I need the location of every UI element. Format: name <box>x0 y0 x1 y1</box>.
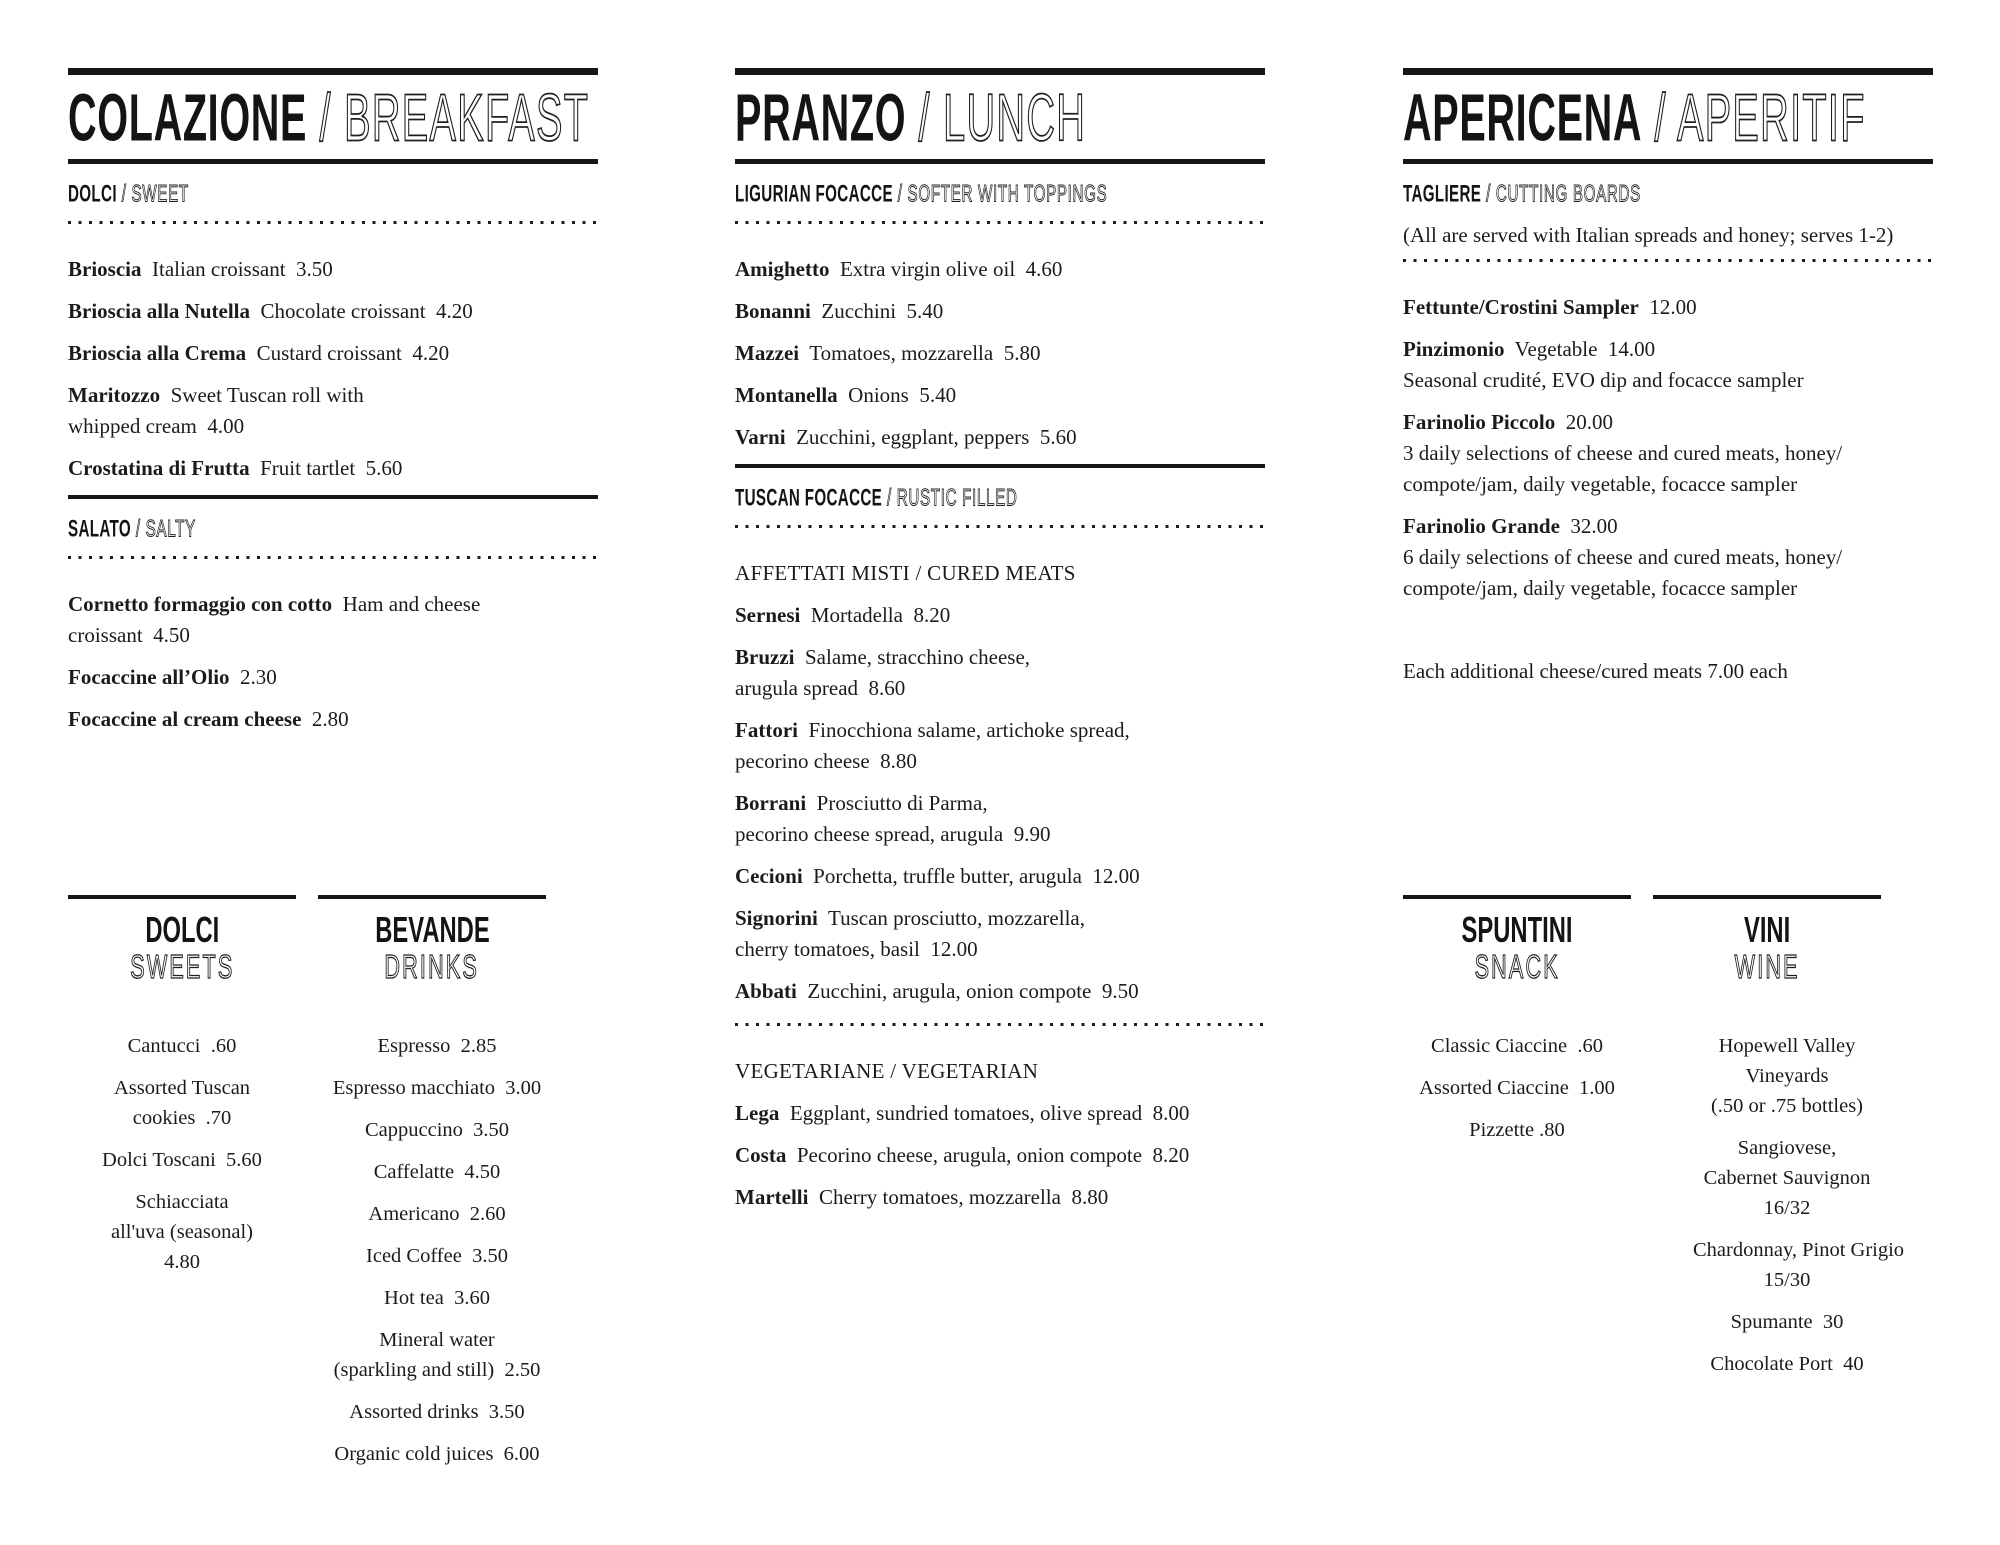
menu-item <box>735 1182 1265 1213</box>
column-title-italian: COLAZIONE <box>68 79 308 155</box>
mini-item-line: Caffelatte 4.50 <box>373 1161 501 1183</box>
item-line <box>735 715 1265 746</box>
mini-item-line: Hot tea 3.60 <box>384 1287 490 1309</box>
section-items <box>68 589 598 735</box>
mini-item-line: Espresso 2.85 <box>377 1035 497 1057</box>
item-line <box>68 704 598 735</box>
menu-item <box>68 254 598 285</box>
item-line <box>68 296 598 327</box>
item-name: Costa <box>735 1143 787 1167</box>
item-line <box>735 861 1265 892</box>
item-desc: 2.80 <box>301 707 349 731</box>
item-name: Brioscia alla Crema <box>68 341 247 365</box>
item-desc: Sweet Tuscan roll with <box>160 383 364 407</box>
item-line <box>735 600 1265 631</box>
mini-items <box>68 1031 296 1277</box>
item-desc: Vegetable 14.00 <box>1504 337 1656 361</box>
mini-subtitle-scale <box>385 949 480 986</box>
section-label <box>735 484 1265 516</box>
mini-item-line: all'uva (seasonal) <box>110 1221 253 1243</box>
item-name: Brioscia <box>68 257 142 281</box>
mini-subtitle-english: DRINKS <box>384 949 480 986</box>
item-desc: Salame, stracchino cheese, <box>794 645 1031 669</box>
item-desc: Porchetta, truffle butter, arugula 12.00 <box>802 864 1140 888</box>
item-line <box>735 422 1265 453</box>
section-label <box>68 180 598 212</box>
menu-item <box>735 254 1265 285</box>
item-name: Focaccine al cream cheese <box>68 707 302 731</box>
mini-top-rule <box>318 895 546 899</box>
item-name: Pinzimonio <box>1403 337 1505 361</box>
item-name: Brioscia alla Nutella <box>68 299 250 323</box>
item-line <box>735 642 1265 673</box>
mini-section-vini <box>1653 895 1905 1391</box>
section-label-english: / RUSTIC FILLED <box>882 483 1018 511</box>
column-top-rule <box>1403 68 1933 75</box>
mini-item-line: Classic Ciaccine .60 <box>1431 1035 1603 1057</box>
mini-title <box>1403 911 1631 951</box>
mini-subtitle-scale <box>1734 949 1799 986</box>
item-line <box>68 453 598 484</box>
mini-section-bevande <box>318 895 546 1481</box>
item-desc: Ham and cheese <box>332 592 481 616</box>
mini-title-italian: SPUNTINI <box>1461 909 1573 950</box>
mini-item <box>328 1283 546 1313</box>
item-desc: Zucchini, eggplant, peppers 5.60 <box>785 425 1077 449</box>
mini-item-line: Sangiovese, <box>1737 1137 1837 1159</box>
column-top-rule <box>68 68 598 75</box>
item-desc: Extra virgin olive oil 4.60 <box>829 257 1063 281</box>
mini-item-line: Dolci Toscani 5.60 <box>102 1149 262 1171</box>
item-desc: Cherry tomatoes, mozzarella 8.80 <box>808 1185 1109 1209</box>
section-label-english: / SOFTER WITH TOPPINGS <box>892 179 1108 207</box>
mini-items <box>328 1031 546 1469</box>
menu-item <box>68 380 598 442</box>
column-title-english: / BREAKFAST <box>307 79 590 155</box>
mini-item <box>68 1031 296 1061</box>
mini-item <box>68 1187 296 1277</box>
mini-item-line: Vineyards <box>1745 1065 1829 1087</box>
item-name: Varni <box>735 425 786 449</box>
item-name: Signorini <box>735 906 818 930</box>
mini-item-line: Assorted Ciaccine 1.00 <box>1419 1077 1615 1099</box>
item-name: Farinolio Grande <box>1403 514 1560 538</box>
item-name: Cecioni <box>735 864 803 888</box>
menu-item <box>735 861 1265 892</box>
item-name: Lega <box>735 1101 780 1125</box>
mini-item <box>1693 1133 1881 1223</box>
item-desc: Pecorino cheese, arugula, onion compote 8.20 <box>786 1143 1190 1167</box>
section-label-english: / SALTY <box>130 514 196 542</box>
mini-item-line: 4.80 <box>164 1251 200 1273</box>
mini-item-line: Assorted drinks 3.50 <box>349 1401 525 1423</box>
section-subheading: AFFETTATI MISTI / CURED MEATS <box>735 561 1076 585</box>
dotted-rule <box>735 525 1265 528</box>
item-name: Farinolio Piccolo <box>1403 410 1556 434</box>
item-desc: Prosciutto di Parma, <box>806 791 988 815</box>
section-items <box>1403 292 1933 687</box>
menu-item <box>1403 407 1933 500</box>
menu-item <box>735 788 1265 850</box>
item-desc: Mortadella 8.20 <box>800 603 951 627</box>
mini-item <box>68 1073 296 1133</box>
mini-item <box>328 1073 546 1103</box>
item-line <box>68 254 598 285</box>
column-title-underline <box>1403 159 1933 164</box>
mini-item <box>1693 1031 1881 1121</box>
mini-item <box>328 1325 546 1385</box>
mini-subtitle-scale <box>130 949 234 986</box>
mini-item-line: 16/32 <box>1763 1197 1811 1219</box>
mini-item <box>328 1397 546 1427</box>
section-label-text <box>68 514 196 542</box>
item-name: Fattori <box>735 718 798 742</box>
mini-item-line: Espresso macchiato 3.00 <box>332 1077 542 1099</box>
mini-item-line: Hopewell Valley <box>1718 1035 1856 1057</box>
item-line-2: cherry tomatoes, basil 12.00 <box>735 937 978 961</box>
item-desc: Zucchini, arugula, onion compote 9.50 <box>796 979 1139 1003</box>
item-line <box>68 662 598 693</box>
mini-subtitle <box>1653 951 1881 987</box>
item-desc: Tuscan prosciutto, mozzarella, <box>817 906 1085 930</box>
menu-item <box>1403 511 1933 604</box>
column-title-text <box>1403 78 1866 155</box>
mini-item-line: Cantucci .60 <box>127 1035 237 1057</box>
mini-item <box>328 1241 546 1271</box>
menu-item <box>735 422 1265 453</box>
column-title-underline <box>68 159 598 164</box>
item-line <box>1403 292 1933 323</box>
item-line <box>735 1182 1265 1213</box>
item-name: Sernesi <box>735 603 801 627</box>
column-title-italian: APERICENA <box>1403 79 1643 155</box>
mini-item-line: Schiacciata <box>135 1191 229 1213</box>
mini-item-line: Organic cold juices 6.00 <box>334 1443 540 1465</box>
mini-item-line: Mineral water <box>379 1329 495 1351</box>
mini-item-line: (sparkling and still) 2.50 <box>333 1359 541 1381</box>
column-title <box>735 75 1265 159</box>
item-name: Maritozzo <box>68 383 161 407</box>
menu-item <box>1403 292 1933 323</box>
dotted-divider <box>735 1023 1265 1026</box>
item-subline: Seasonal crudité, EVO dip and focacce sampler <box>1403 368 1804 392</box>
section-footnote: Each additional cheese/cured meats 7.00 each <box>1403 659 1788 683</box>
mini-item <box>1403 1115 1631 1145</box>
menu-item <box>735 976 1265 1007</box>
section-items <box>735 558 1265 1213</box>
item-desc: Finocchiona salame, artichoke spread, <box>797 718 1130 742</box>
mini-item <box>328 1199 546 1229</box>
mini-title <box>1653 911 1881 951</box>
section-label-italian: LIGURIAN FOCACCE <box>735 179 893 207</box>
section-label-english: / SWEET <box>116 179 189 207</box>
item-desc: Zucchini 5.40 <box>810 299 944 323</box>
item-subline: 6 daily selections of cheese and cured meats, honey/ <box>1403 545 1843 569</box>
mini-item-line: Spumante 30 <box>1730 1311 1844 1333</box>
column-title <box>1403 75 1933 159</box>
item-line <box>735 338 1265 369</box>
mini-item <box>328 1031 546 1061</box>
menu-item <box>735 903 1265 965</box>
mini-item-line: 15/30 <box>1763 1269 1811 1291</box>
menu-column-colazione <box>68 68 598 1465</box>
item-desc: Eggplant, sundried tomatoes, olive spread 8.00 <box>779 1101 1190 1125</box>
item-subline: compote/jam, daily vegetable, focacce sampler <box>1403 576 1798 600</box>
column-top-rule <box>735 68 1265 75</box>
menu-column-pranzo <box>735 68 1265 1224</box>
mini-item-line: cookies .70 <box>132 1107 232 1129</box>
menu-item <box>68 704 598 735</box>
mini-top-rule <box>1403 895 1631 899</box>
item-name: Mazzei <box>735 341 800 365</box>
section-note: (All are served with Italian spreads and honey; serves 1-2) <box>1403 223 1894 247</box>
item-line <box>735 296 1265 327</box>
menu-item <box>68 662 598 693</box>
mini-section-dolci <box>68 895 296 1289</box>
mini-subtitle-english: SWEETS <box>129 949 235 986</box>
column-title-text <box>68 78 589 155</box>
item-line <box>68 589 598 620</box>
section-label-italian: TUSCAN FOCACCE <box>735 483 883 511</box>
item-desc: 32.00 <box>1559 514 1618 538</box>
section-label-italian: DOLCI <box>68 179 117 207</box>
mini-top-rule <box>1653 895 1881 899</box>
item-line-2: croissant 4.50 <box>68 623 190 647</box>
menu-item <box>735 1098 1265 1129</box>
dotted-rule <box>68 221 598 224</box>
mini-subtitle-english: SNACK <box>1474 949 1560 986</box>
section-divider-rule <box>68 495 598 499</box>
item-line <box>735 788 1265 819</box>
item-line-2: arugula spread 8.60 <box>735 676 906 700</box>
mini-item-line: (.50 or .75 bottles) <box>1710 1095 1864 1117</box>
section-label-italian: SALATO <box>68 514 131 542</box>
mini-item <box>1693 1235 1905 1295</box>
item-name: Borrani <box>735 791 807 815</box>
section-label <box>735 180 1265 212</box>
item-name: Bonanni <box>735 299 811 323</box>
mini-title-italian: VINI <box>1743 909 1791 950</box>
mini-subtitle-english: WINE <box>1734 949 1800 986</box>
item-name: Fettunte/Crostini Sampler <box>1403 295 1639 319</box>
mini-item <box>1403 1073 1631 1103</box>
menu-item <box>68 296 598 327</box>
item-line-2: pecorino cheese 8.80 <box>735 749 917 773</box>
item-desc: 12.00 <box>1638 295 1697 319</box>
item-line <box>735 380 1265 411</box>
mini-title <box>318 911 546 951</box>
mini-item <box>1693 1349 1881 1379</box>
menu-item <box>735 338 1265 369</box>
item-line <box>735 903 1265 934</box>
item-desc: 20.00 <box>1555 410 1613 434</box>
item-desc: Custard croissant 4.20 <box>246 341 450 365</box>
item-line <box>68 338 598 369</box>
item-name: Amighetto <box>735 257 830 281</box>
mini-item-line: Iced Coffee 3.50 <box>366 1245 508 1267</box>
mini-item-line: Chardonnay, Pinot Grigio <box>1693 1239 1905 1261</box>
section-label-italian: TAGLIERE <box>1403 179 1482 207</box>
item-desc: Chocolate croissant 4.20 <box>250 299 473 323</box>
mini-title-italian: DOLCI <box>145 909 219 950</box>
menu-item <box>735 1140 1265 1171</box>
item-desc: Italian croissant 3.50 <box>141 257 333 281</box>
menu-item <box>735 600 1265 631</box>
section-label <box>1403 180 1933 212</box>
section-items <box>68 254 598 484</box>
item-line <box>735 254 1265 285</box>
section-label-english: / CUTTING BOARDS <box>1481 179 1641 207</box>
mini-item <box>1693 1307 1881 1337</box>
item-desc: 2.30 <box>229 665 277 689</box>
item-name: Bruzzi <box>735 645 795 669</box>
mini-items <box>1693 1031 1905 1379</box>
item-line <box>1403 334 1933 365</box>
mini-item-line: Americano 2.60 <box>368 1203 506 1225</box>
column-title-english: / APERITIF <box>1642 79 1866 155</box>
section-label-text <box>735 483 1018 511</box>
item-name: Martelli <box>735 1185 809 1209</box>
item-desc: Fruit tartlet 5.60 <box>249 456 403 480</box>
item-subline: 3 daily selections of cheese and cured meats, honey/ <box>1403 441 1843 465</box>
section-label-text <box>1403 179 1641 207</box>
mini-item-line: Chocolate Port 40 <box>1710 1353 1864 1375</box>
item-name: Crostatina di Frutta <box>68 456 250 480</box>
menu-column-apericena <box>1403 68 1933 1375</box>
mini-section-spuntini <box>1403 895 1631 1157</box>
item-line <box>735 1098 1265 1129</box>
item-line <box>1403 407 1933 438</box>
column-title-italian: PRANZO <box>735 79 907 155</box>
mini-subtitle <box>318 951 546 987</box>
section-subheading: VEGETARIANE / VEGETARIAN <box>735 1059 1039 1083</box>
mini-item-line: Assorted Tuscan <box>113 1077 251 1099</box>
mini-item <box>68 1145 296 1175</box>
mini-subtitle <box>68 951 296 987</box>
item-subline: compote/jam, daily vegetable, focacce sampler <box>1403 472 1798 496</box>
column-title-text <box>735 78 1086 155</box>
item-name: Focaccine all’Olio <box>68 665 230 689</box>
mini-top-rule <box>68 895 296 899</box>
section-items <box>735 254 1265 453</box>
mini-item-line: Cappuccino 3.50 <box>364 1119 510 1141</box>
section-divider-rule <box>735 464 1265 468</box>
mini-title-italian: BEVANDE <box>374 909 490 950</box>
column-title-english: / LUNCH <box>906 79 1087 155</box>
mini-item <box>1403 1031 1631 1061</box>
item-desc: Tomatoes, mozzarella 5.80 <box>799 341 1041 365</box>
mini-item <box>328 1439 546 1469</box>
dotted-rule <box>735 221 1265 224</box>
menu-item <box>735 296 1265 327</box>
mini-title <box>68 911 296 951</box>
item-line <box>1403 511 1933 542</box>
menu-item <box>68 589 598 651</box>
item-name: Cornetto formaggio con cotto <box>68 592 333 616</box>
column-title-underline <box>735 159 1265 164</box>
item-name: Abbati <box>735 979 797 1003</box>
menu-item <box>735 715 1265 777</box>
menu-item <box>1403 334 1933 396</box>
menu-item <box>735 380 1265 411</box>
mini-item-line: Cabernet Sauvignon <box>1703 1167 1871 1189</box>
mini-items <box>1403 1031 1631 1145</box>
item-name: Montanella <box>735 383 838 407</box>
item-line <box>735 976 1265 1007</box>
dotted-rule <box>68 556 598 559</box>
menu-item <box>68 453 598 484</box>
column-title <box>68 75 598 159</box>
mini-subtitle-scale <box>1474 949 1559 986</box>
item-line <box>735 1140 1265 1171</box>
menu-item <box>68 338 598 369</box>
item-line-2: whipped cream 4.00 <box>68 414 245 438</box>
mini-item <box>328 1115 546 1145</box>
item-desc: Onions 5.40 <box>837 383 957 407</box>
item-line-2: pecorino cheese spread, arugula 9.90 <box>735 822 1051 846</box>
mini-item-line: Pizzette .80 <box>1469 1119 1565 1141</box>
dotted-rule <box>1403 259 1933 262</box>
mini-item <box>328 1157 546 1187</box>
menu-item <box>735 642 1265 704</box>
section-label-text <box>68 179 189 207</box>
mini-subtitle <box>1403 951 1631 987</box>
section-label-text <box>735 179 1107 207</box>
item-line <box>68 380 598 411</box>
section-label <box>68 515 598 547</box>
